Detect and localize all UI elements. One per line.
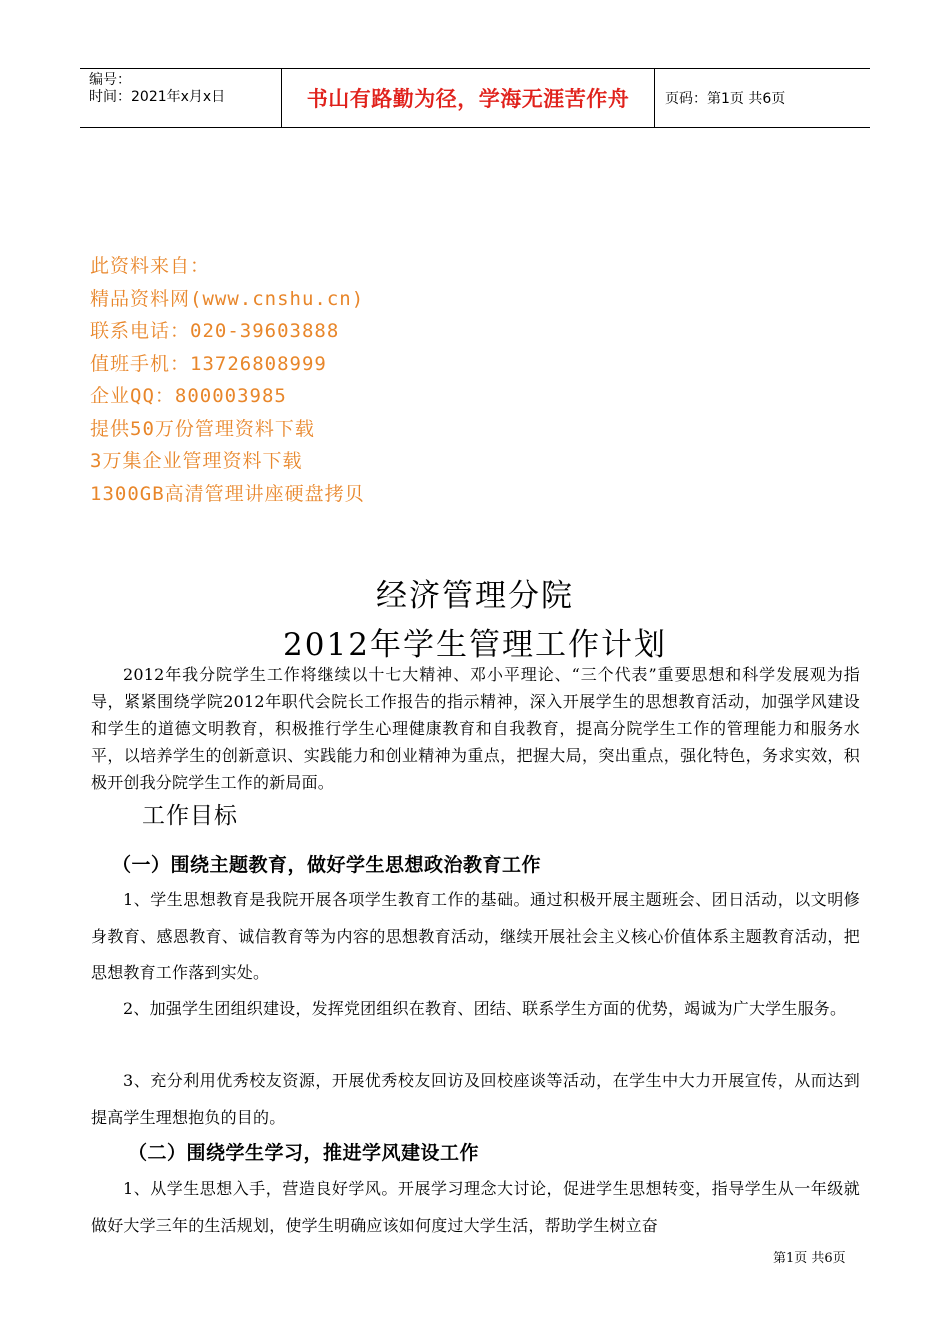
source-info [90, 250, 365, 510]
body-paragraph: 3、充分利用优秀校友资源，开展优秀校友回访及回校座谈等活动，在学生中大力开展宣传，从而达到提高学生理想抱负的目的。 [91, 1071, 860, 1127]
header-meta [80, 69, 282, 127]
header-page-info: 页码：第1页 共6页 [665, 91, 786, 107]
number-label: 编号： [89, 72, 131, 88]
page-header [80, 68, 870, 128]
source-line: 精品资料网(www.cnshu.cn) [90, 287, 365, 310]
header-motto: 书山有路勤为径，学海无涯苦作舟 [282, 69, 655, 127]
section-heading: 工作目标 [142, 803, 238, 829]
body-paragraph: 1、学生思想教育是我院开展各项学生教育工作的基础。通过积极开展主题班会、团日活动，以文明修身教育、感恩教育、诚信教育等为内容的思想教育活动，继续开展社会主义核心价值体系主题教育活动，把思想教育工作落到实处。 [91, 890, 860, 982]
page-footer: 第1页 共6页 [773, 1251, 846, 1266]
source-line: 此资料来自： [90, 255, 211, 277]
source-line: 提供50万份管理资料下载 [90, 417, 315, 440]
source-line: 值班手机：13726808999 [90, 352, 327, 375]
body-paragraph: 1、从学生思想入手，营造良好学风。开展学习理念大讨论，促进学生思想转变，指导学生从一年级就做好大学三年的生活规划，使学生明确应该如何度过大学生活，帮助学生树立奋 [91, 1179, 860, 1235]
source-line: 1300GB高清管理讲座硬盘拷贝 [90, 482, 365, 505]
time-label: 时间：2021年x月x日 [89, 89, 226, 105]
subsection-heading-2: （二）围绕学生学习，推进学风建设工作 [128, 1142, 480, 1164]
intro-paragraph: 2012年我分院学生工作将继续以十七大精神、邓小平理论、“三个代表”重要思想和科学发展观为指导，紧紧围绕学院2012年职代会院长工作报告的指示精神，深入开展学生的思想教育活动，加强学风建设和学生的道德文明教育，积极推行学生心理健康教育和自我教育，提高分院学生工作的管理能力和服务水平，以培养学生的创新意识、实践能力和创业精神为重点，把握大局，突出重点，强化特色，务求实效，积极开创我分院学生工作的新局面。 [91, 665, 860, 792]
source-line: 3万集企业管理资料下载 [90, 450, 303, 472]
body-paragraph: 2、加强学生团组织建设，发挥党团组织在教育、团结、联系学生方面的优势，竭诚为广大学生服务。 [123, 999, 847, 1018]
subsection-heading-1: （一）围绕主题教育，做好学生思想政治教育工作 [112, 854, 542, 876]
document-title-line1: 经济管理分院 [376, 578, 574, 614]
document-title-line2: 2012年学生管理工作计划 [283, 627, 667, 663]
source-line: 企业QQ：800003985 [90, 385, 287, 407]
source-line: 联系电话：020-39603888 [90, 320, 340, 342]
